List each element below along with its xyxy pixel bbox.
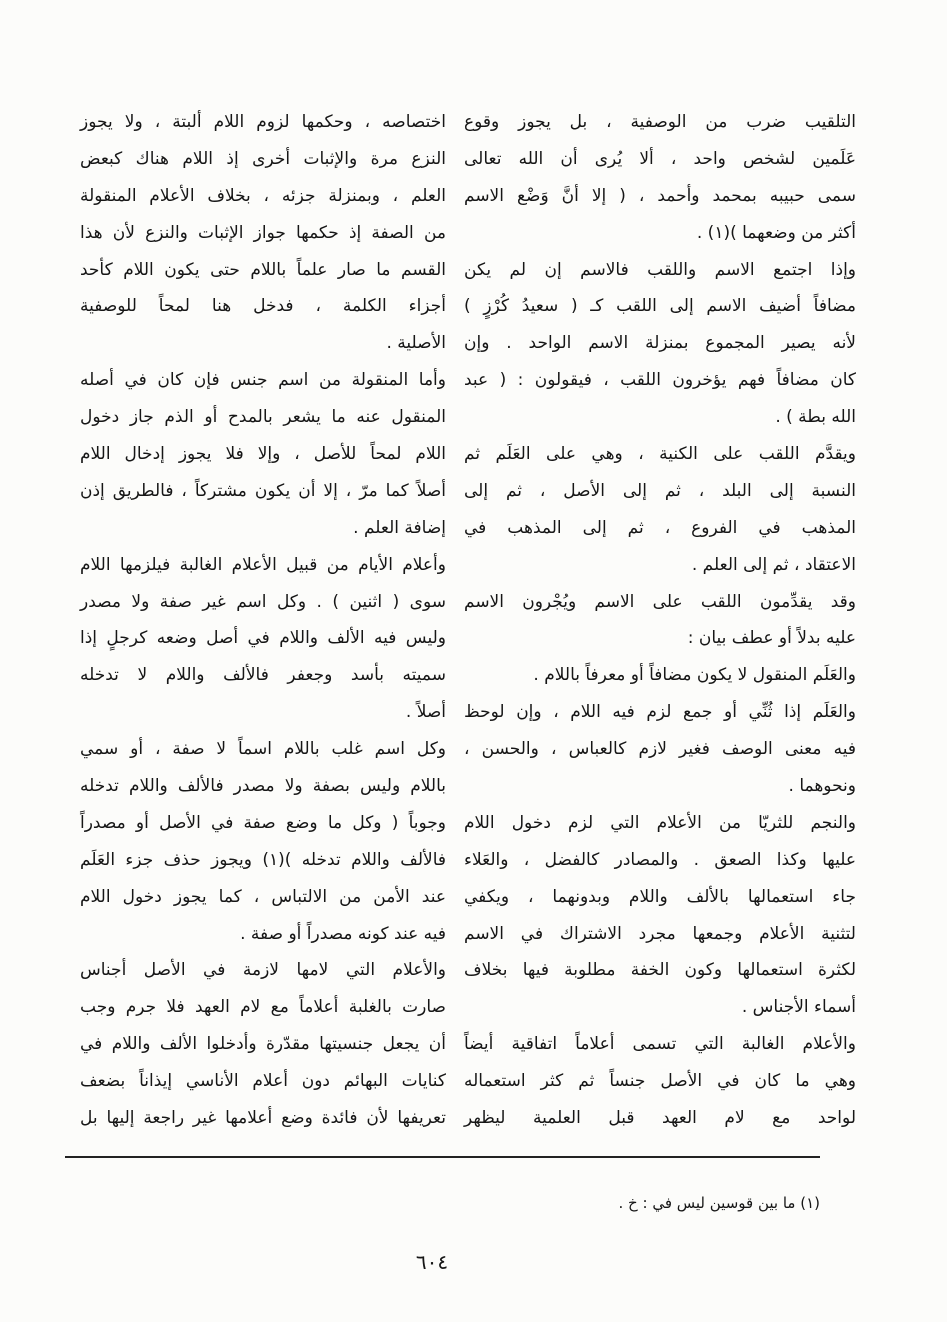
text-line [464, 952, 856, 989]
text-line [80, 620, 446, 657]
text-line [80, 805, 446, 842]
text-line-content: وأعلام الأيام من قبيل الأعلام الغالبة فيلزمها اللام [80, 554, 446, 575]
text-line [80, 547, 446, 584]
text-line [80, 362, 446, 399]
text-line [464, 768, 856, 805]
text-line [80, 104, 446, 141]
text-line-content: وكل اسم غلب باللام اسماً لا صفة ، أو سمي [80, 739, 446, 760]
footnote-separator [65, 1156, 820, 1158]
text-line-content: كان مضافاً فهم يؤخرون اللقب ، فيقولون : ( عبد [464, 370, 856, 391]
text-line [80, 510, 446, 547]
text-line [464, 657, 856, 694]
paragraph [464, 104, 856, 252]
text-line [464, 547, 856, 584]
text-line [464, 731, 856, 768]
text-line [80, 731, 446, 768]
text-line-content: سوى ( اثنين ) . وكل اسم غير صفة ولا مصدر [80, 591, 446, 612]
text-line [80, 141, 446, 178]
text-line-content: الأصلية . [386, 333, 446, 354]
text-line [464, 584, 856, 621]
text-line [80, 584, 446, 621]
text-line-content: عند الأمن من الالتباس ، كما يجوز دخول اللام [80, 886, 446, 907]
text-line-content: لأنه يصير المجموع بمنزلة الاسم الواحد . وإن [464, 333, 856, 354]
text-line-content: وهي ما كان في الأصل جنساً ثم كثر استعماله [464, 1071, 856, 1092]
paragraph [464, 584, 856, 658]
text-line [80, 1100, 446, 1137]
text-line [464, 1063, 856, 1100]
text-line-content: المذهب في الفروع ، ثم إلى المذهب في [464, 517, 856, 538]
text-line-content: العلم ، وبمنزلة جزئه ، بخلاف الأعلام المنقولة [80, 185, 446, 206]
paragraph [80, 731, 446, 952]
text-line-content: لواحد مع لام العهد قبل العلمية ليظهر [464, 1108, 856, 1129]
text-line-content: أجزاء الكلمة ، فدخل هنا لمحاً للوصفية [80, 296, 446, 317]
text-line [80, 1063, 446, 1100]
text-line [464, 510, 856, 547]
text-line-content: فالألف واللام تدخله )(١) ويجوز حذف جزء العَلَم [80, 849, 446, 870]
text-line-content: لتثنية الأعلام وجمعها مجرد الاشتراك في الاسم [464, 923, 856, 944]
text-line-content: عَلَمين لشخص واحد ، ألا يُرى أن الله تعالى [464, 148, 856, 169]
page-number: ٦٠٤ [415, 1250, 449, 1274]
text-line-content: وجوباً ( وكل ما وضع صفة في الأصل أو مصدراً [80, 812, 446, 833]
paragraph [80, 547, 446, 731]
text-line-content: الله بطة ) . [775, 407, 856, 428]
text-line-content: جاء استعمالها بالألف واللام وبدونهما ، ويكفي [464, 886, 856, 907]
text-line [464, 916, 856, 953]
text-line-content: والأعلام التي لامها لازمة في الأصل أجناس [80, 960, 446, 981]
text-line [80, 842, 446, 879]
text-line-content: لكثرة استعمالها وكون الخفة مطلوبة فيها بخلاف [464, 960, 856, 981]
text-line-content: أكثر من وضعهما )(١) . [696, 222, 856, 243]
text-line [80, 879, 446, 916]
text-line [80, 252, 446, 289]
text-line-content: سمى حبيبه بمحمد وأحمد ، ( إلا أنَّ وَضْع الاسم [464, 185, 856, 206]
text-line-content: أن يجعل جنسيتها مقدّرة وأدخلوا الألف واللام في [80, 1034, 446, 1055]
text-line-content: ويقدَّم اللقب على الكنية ، وهي على العَلَم ثم [464, 444, 856, 465]
text-line-content: أصلاً كما مرّ ، إلا أن يكون مشتركاً ، فالطريق إذن [80, 480, 446, 501]
text-line [464, 1026, 856, 1063]
text-line-content: باللام وليس بصفة ولا مصدر فالألف واللام تدخله [80, 776, 446, 797]
text-line [464, 473, 856, 510]
text-line-content: كنايات البهائم دون أعلام الأناسي إيذاناً بضعف [80, 1071, 446, 1092]
text-line [464, 694, 856, 731]
text-line [464, 805, 856, 842]
text-line [80, 436, 446, 473]
text-line-content: التلقيب ضرب من الوصفية ، بل يجوز وقوع [464, 112, 856, 132]
text-line-content: اختصاصه ، وحكمها لزوم اللام ألبتة ، ولا يجوز [80, 112, 446, 132]
text-line-content: والنجم للثريّا من الأعلام التي لزم دخول اللام [464, 812, 856, 833]
text-line [80, 288, 446, 325]
text-line [464, 842, 856, 879]
text-line [80, 657, 446, 694]
text-line [80, 694, 446, 731]
text-line-content: القسم ما صار علماً باللام حتى يكون اللام كأحد [80, 259, 446, 280]
text-line-content: تعريفها لأن فائدة وضع أعلامها غير راجعة إليها بل [80, 1108, 446, 1129]
text-line-content: المنقول عنه ما يشعر بالمدح أو الذم جاز دخول [80, 407, 446, 428]
paragraph [464, 657, 856, 694]
text-line-content: وقد يقدِّمون اللقب على الاسم ويُجْرون الاسم [464, 591, 856, 612]
paragraph [80, 952, 446, 1136]
text-line [80, 952, 446, 989]
text-line [80, 989, 446, 1026]
text-line-content: مضافاً أضيف الاسم إلى اللقب كـ ( سعيدُ كُرْزٍ ) [464, 296, 856, 317]
paragraph [464, 436, 856, 584]
text-line [464, 879, 856, 916]
text-line-content: النزع مرة والإثبات أخرى إذ اللام هناك كبعض [80, 148, 446, 169]
text-line-content: وإذا اجتمع الاسم واللقب فالاسم إن لم يكن [464, 259, 856, 280]
text-line [464, 325, 856, 362]
text-line [464, 288, 856, 325]
text-line-content: النسبة إلى البلد ، ثم إلى الأصل ، ثم إلى [464, 480, 856, 501]
left-column [80, 104, 446, 1137]
right-column [464, 104, 856, 1137]
text-line [80, 768, 446, 805]
text-line [464, 399, 856, 436]
paragraph [464, 1026, 856, 1137]
text-line [80, 916, 446, 953]
text-line-content: إضافة العلم . [353, 517, 446, 538]
text-line-content: عليه بدلاً أو عطف بيان : [687, 628, 856, 649]
paragraph [464, 694, 856, 805]
text-line [80, 473, 446, 510]
text-line [464, 362, 856, 399]
text-line [464, 215, 856, 252]
paragraph [464, 805, 856, 1026]
paragraph [80, 104, 446, 362]
text-line [464, 620, 856, 657]
paragraph [80, 362, 446, 546]
text-line [80, 1026, 446, 1063]
text-line-content: والعَلَم إذا ثُنِّي أو جمع لزم فيه اللام ، وإن لوحظ [464, 702, 856, 723]
text-line-content: فيه عند كونه مصدراً أو صفة . [240, 923, 446, 944]
text-line-content: والأعلام الغالبة التي تسمى أعلاماً اتفاقية أيضاً [464, 1034, 856, 1055]
text-line [464, 989, 856, 1026]
text-line [80, 325, 446, 362]
text-line [464, 178, 856, 215]
text-line-content: سميته بأسد وجعفر فالألف واللام لا تدخله [80, 665, 446, 686]
text-line-content: أسماء الأجناس . [741, 997, 856, 1018]
paragraph [464, 252, 856, 436]
text-line-content: صارت بالغلبة أعلاماً مع لام العهد فلا جرم وجب [80, 997, 446, 1018]
text-line-content: الاعتقاد ، ثم إلى العلم . [691, 554, 856, 575]
footnote: (١) ما بين قوسين ليس في : خ . [618, 1194, 820, 1212]
text-line-content: والعَلَم المنقول لا يكون مضافاً أو معرفاً باللام . [533, 665, 856, 686]
text-line [464, 1100, 856, 1137]
text-line [80, 178, 446, 215]
text-line [464, 104, 856, 141]
text-line [80, 215, 446, 252]
text-line [464, 436, 856, 473]
text-line [80, 399, 446, 436]
text-line-content: عليها وكذا الصعق . والمصادر كالفضل ، والعَلاء [464, 849, 856, 870]
text-line-content: ونحوهما . [788, 776, 856, 797]
text-line [464, 141, 856, 178]
text-line [464, 252, 856, 289]
text-line-content: فيه معنى الوصف فغير لازم كالعباس ، والحسن ، [464, 739, 856, 760]
text-line-content: من الصفة إذ حكمها جواز الإثبات والنزع لأن هذا [80, 222, 446, 243]
text-line-content: وأما المنقولة من اسم جنس فإن كان في أصله [80, 370, 446, 391]
text-line-content: أصلاً . [405, 702, 446, 723]
text-line-content: اللام لمحاً للأصل ، وإلا فلا يجوز إدخال اللام [80, 444, 446, 465]
text-line-content: وليس فيه الألف واللام في أصل وضعه كرجلٍ إذا [80, 628, 446, 649]
